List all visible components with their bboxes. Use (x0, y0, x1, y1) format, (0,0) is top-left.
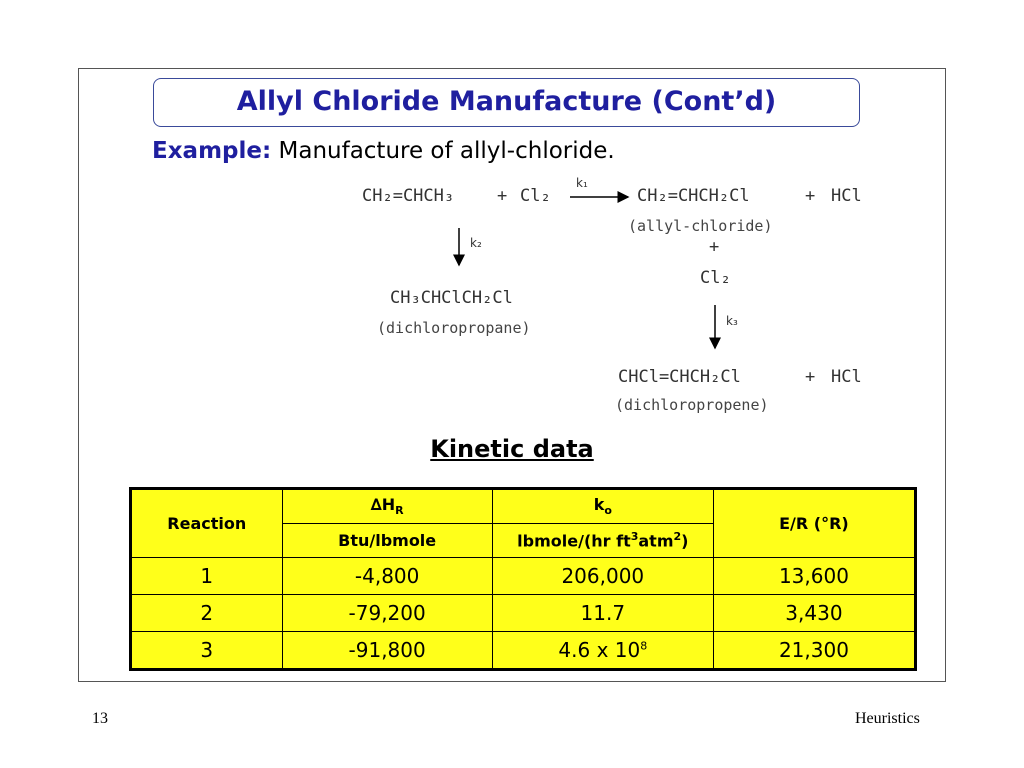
cell-er: 3,430 (713, 595, 915, 632)
allyl-chloride-name: (allyl-chloride) (628, 217, 773, 235)
dichloropropene-name: (dichloropropene) (615, 396, 769, 414)
kinetic-data-heading: Kinetic data (430, 435, 594, 463)
example-label: Example: (152, 138, 272, 164)
ko-unit-part2: atm (638, 531, 674, 551)
header-dh (282, 489, 492, 524)
cell-ko-base: 4.6 x 10 (558, 638, 641, 662)
cell-dh: -79,200 (282, 595, 492, 632)
footer-section: Heuristics (855, 710, 920, 727)
cell-reaction: 2 (131, 595, 283, 632)
k1-label: k₁ (576, 176, 588, 190)
table-row (131, 558, 916, 595)
allyl-chloride-formula: CH₂=CHCH₂Cl (637, 186, 750, 206)
header-reaction: Reaction (131, 489, 283, 558)
page-number: 13 (92, 710, 108, 727)
example-text: Manufacture of allyl-chloride. (278, 138, 615, 164)
header-dh-sub: R (395, 504, 404, 518)
hcl-formula-1: HCl (831, 186, 862, 206)
cell-ko: 11.7 (492, 595, 713, 632)
ko-unit-sup1: 3 (630, 530, 639, 544)
cell-er: 21,300 (713, 632, 915, 670)
cell-ko-exp: 8 (640, 639, 648, 653)
cell-ko (492, 632, 713, 670)
cell-dh: -4,800 (282, 558, 492, 595)
chlorine-formula-2: Cl₂ (700, 268, 731, 288)
propylene-formula: CH₂=CHCH₃ (362, 186, 455, 206)
cell-dh: -91,800 (282, 632, 492, 670)
kinetic-data-heading-wrap (0, 435, 1024, 463)
cell-reaction: 3 (131, 632, 283, 670)
cell-er: 13,600 (713, 558, 915, 595)
plus-sign-4: + (805, 367, 816, 387)
cell-reaction: 1 (131, 558, 283, 595)
plus-sign-2: + (805, 186, 816, 206)
chlorine-formula-1: Cl₂ (520, 186, 551, 206)
header-ko-unit (492, 524, 713, 558)
k2-label: k₂ (470, 236, 482, 250)
plus-sign-3: + (709, 237, 720, 257)
dichloropropane-formula: CH₃CHClCH₂Cl (390, 288, 513, 308)
slide-title: Allyl Chloride Manufacture (Cont’d) (236, 86, 777, 117)
cell-ko: 206,000 (492, 558, 713, 595)
table-row (131, 595, 916, 632)
ko-unit-part1: lbmole/(hr ft (517, 531, 631, 551)
header-ko-text: k (593, 495, 605, 515)
header-dh-text: ∆H (370, 495, 396, 515)
header-dh-unit: Btu/lbmole (282, 524, 492, 558)
header-ko (492, 489, 713, 524)
header-er: E/R (°R) (713, 489, 915, 558)
hcl-formula-2: HCl (831, 367, 862, 387)
table-header-row (131, 489, 916, 524)
ko-unit-sup2: 2 (673, 530, 682, 544)
header-ko-sub: o (604, 504, 612, 518)
ko-unit-part3: ) (681, 531, 689, 551)
dichloropropene-formula: CHCl=CHCH₂Cl (618, 367, 741, 387)
kinetic-data-table (129, 487, 917, 671)
dichloropropane-name: (dichloropropane) (377, 319, 531, 337)
k3-label: k₃ (726, 314, 738, 328)
table-row (131, 632, 916, 670)
plus-sign-1: + (497, 186, 508, 206)
